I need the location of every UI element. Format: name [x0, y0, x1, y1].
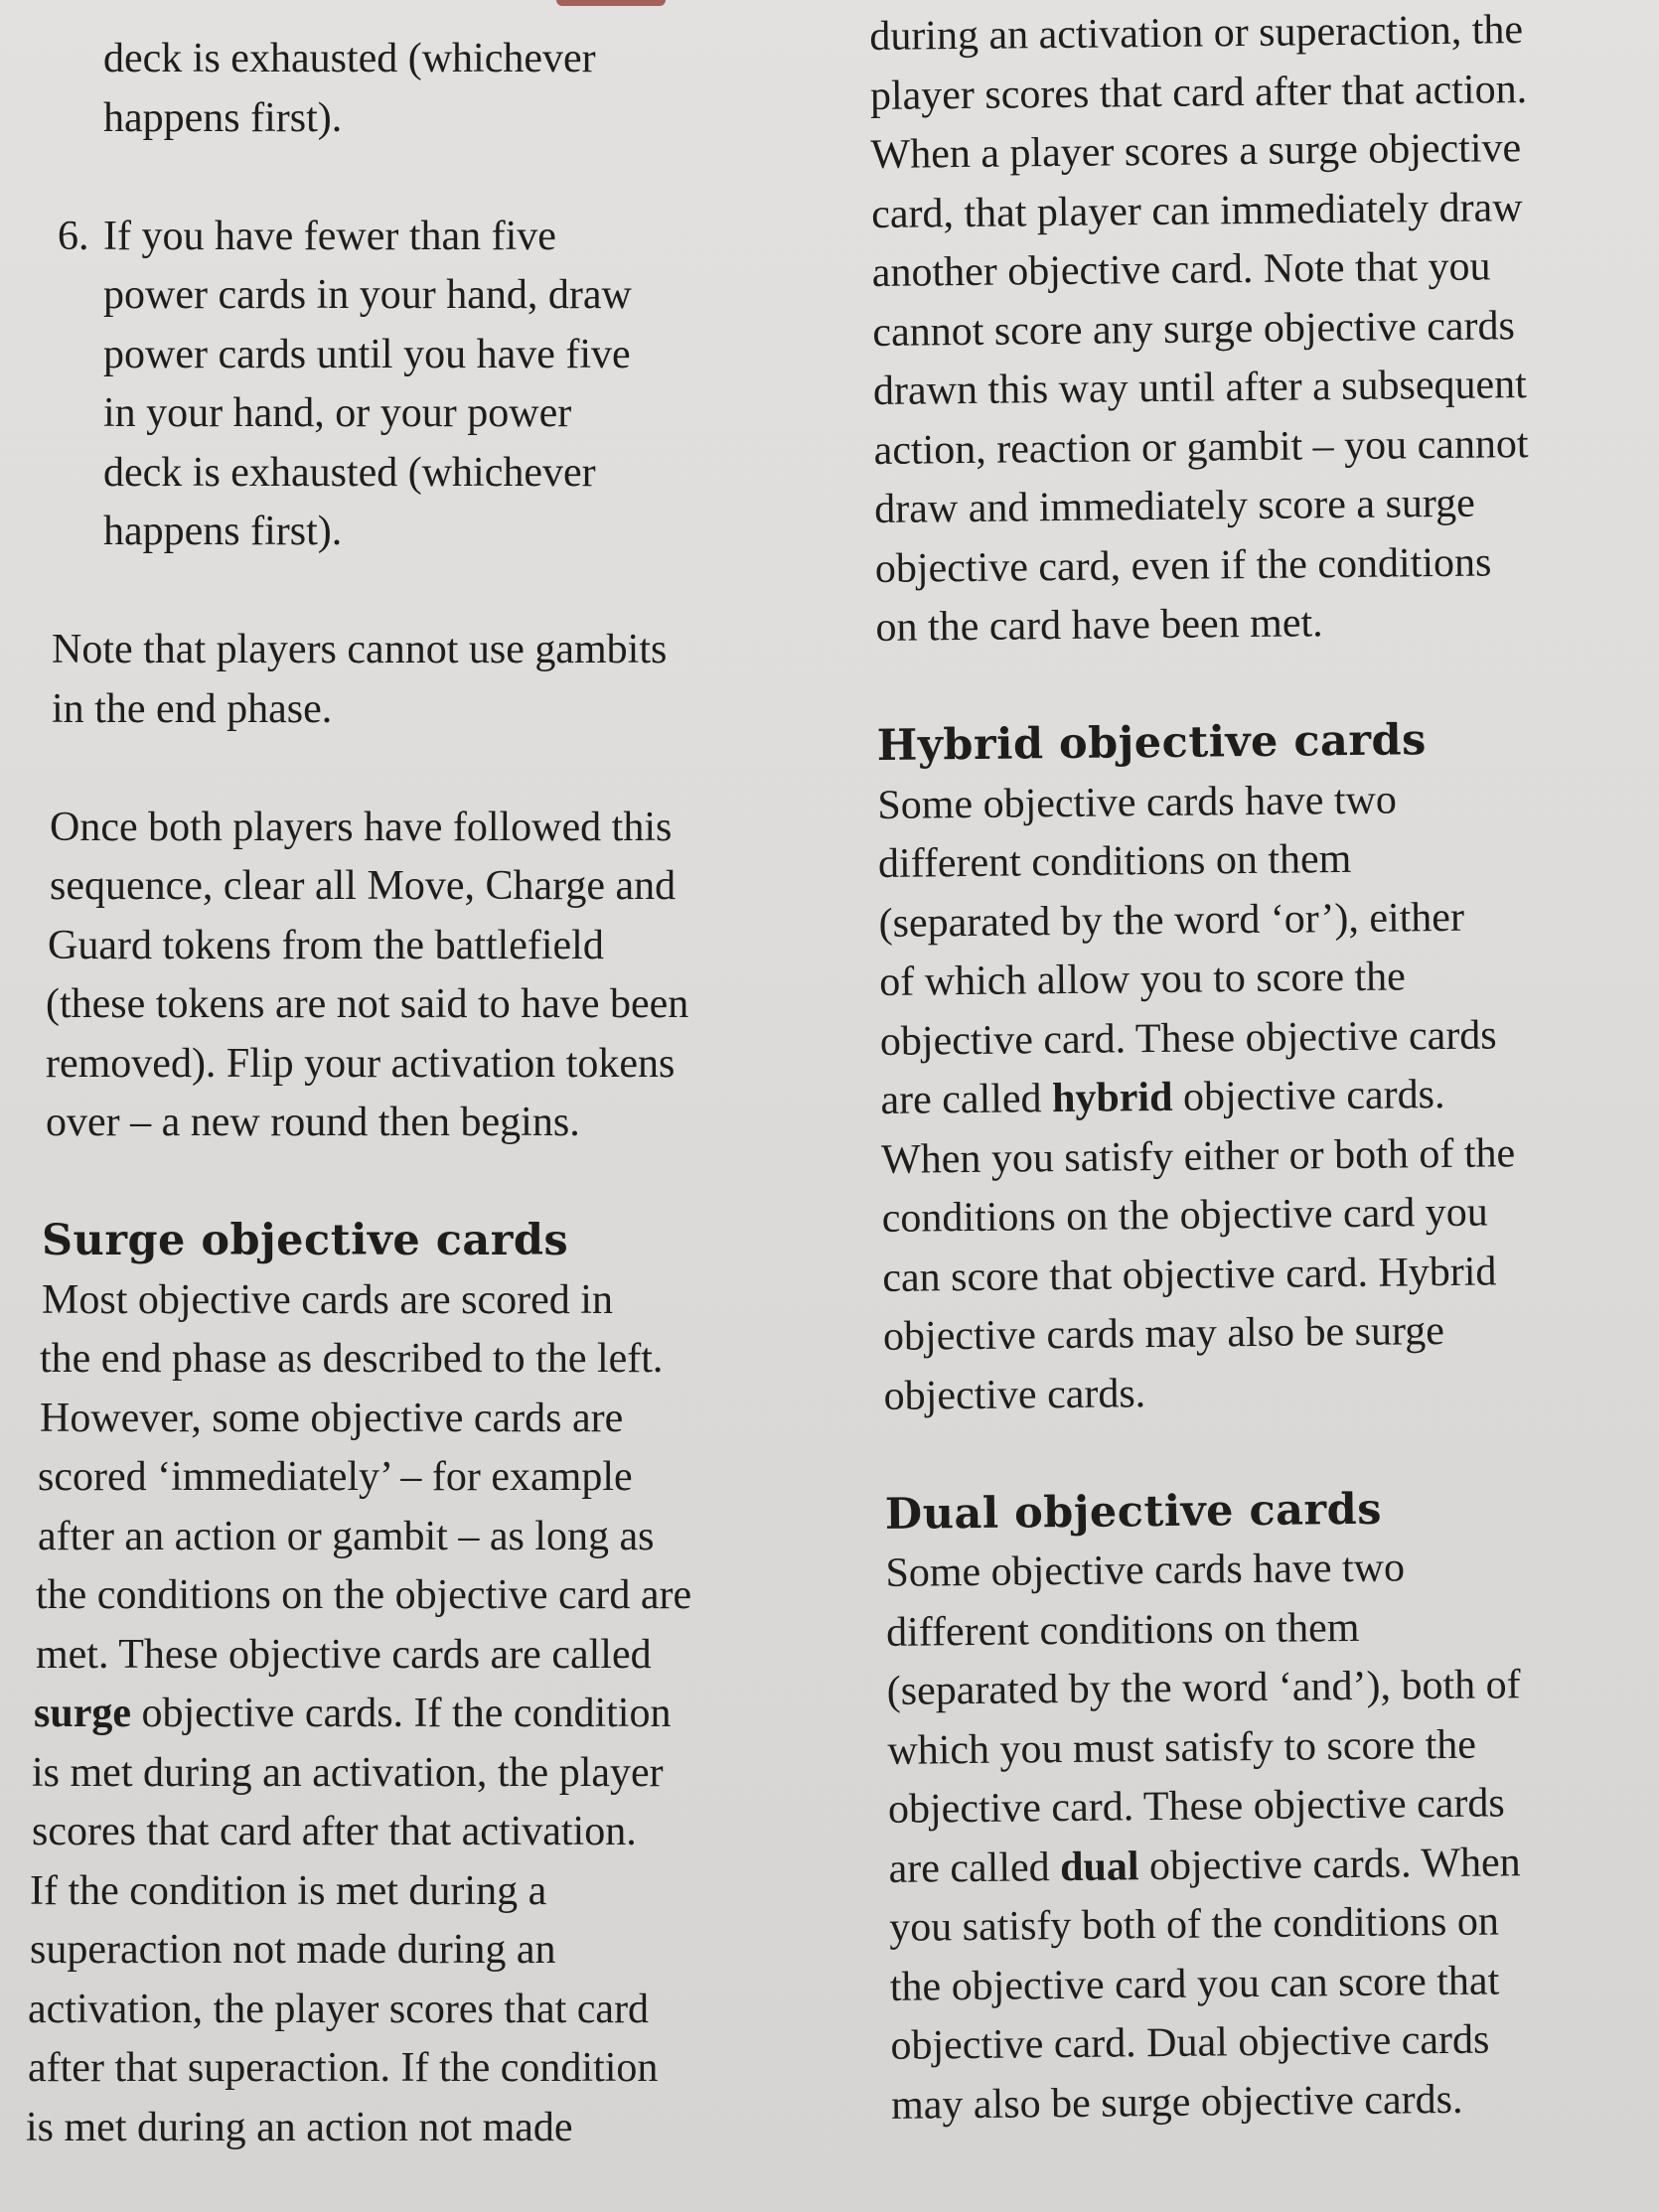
text-line: after an action or gambit – as long as — [38, 1513, 655, 1559]
text-line: drawn this way until after a subsequent — [872, 362, 1528, 414]
text-line: may also be surge objective cards. — [890, 2076, 1463, 2129]
text-line: objective card, even if the conditions — [874, 538, 1492, 592]
text-line: is met during an activation, the player — [32, 1749, 664, 1796]
text-line: card, that player can immediately draw — [870, 184, 1523, 237]
text-line: Once both players have followed this — [50, 804, 673, 850]
text-line: you satisfy both of the conditions on — [889, 1898, 1500, 1951]
text-fragment: are called — [888, 1843, 1061, 1892]
text-line: objective cards. — [883, 1370, 1146, 1419]
text-line: in the end phase. — [52, 685, 333, 732]
dual-heading: Dual objective cards — [884, 1484, 1383, 1540]
text-line: during an activation or superaction, the — [869, 7, 1524, 60]
paragraph-gap — [876, 650, 1652, 717]
text-line: player scores that card after that action. — [869, 66, 1528, 119]
text-line: draw and immediately score a surge — [874, 480, 1476, 532]
text-line: Most objective cards are scored in — [42, 1276, 613, 1323]
text-line: objective cards may also be surge — [882, 1308, 1445, 1360]
text-line: scores that card after that activation. — [32, 1809, 637, 1854]
text-line: action, reaction or gambit – you cannot — [873, 420, 1529, 474]
text-line: over – a new round then begins. — [46, 1100, 580, 1145]
text-line: sequence, clear all Move, Charge and — [50, 863, 677, 909]
text-line: the end phase as described to the left. — [40, 1336, 664, 1382]
paragraph-gap — [22, 739, 807, 799]
text-fragment: objective cards. When — [1138, 1839, 1521, 1889]
text-fragment: objective cards. — [1172, 1071, 1445, 1120]
text-fragment: are called — [880, 1076, 1053, 1123]
text-line: happens first). — [103, 94, 343, 141]
text-line: Note that players cannot use gambits — [52, 627, 668, 672]
text-line: the objective card you can score that — [889, 1957, 1500, 2010]
text-line: Some objective cards have two — [877, 776, 1398, 828]
dual-bold-line — [888, 1832, 1659, 1899]
step-number: 6. — [58, 213, 89, 259]
hybrid-bold-line — [880, 1064, 1656, 1131]
text-line: (separated by the word ‘and’), both of — [886, 1662, 1521, 1714]
text-fragment: objective cards. If the condition — [131, 1691, 672, 1736]
text-line: removed). Flip your activation tokens — [46, 1040, 676, 1087]
paragraph-gap — [22, 562, 807, 622]
text-line: power cards in your hand, draw — [103, 272, 632, 318]
text-line: activation, the player scores that card — [28, 1986, 650, 2032]
text-line: objective card. These objective cards — [887, 1780, 1505, 1833]
text-line: different conditions on them — [885, 1604, 1360, 1656]
text-line: happens first). — [103, 509, 343, 554]
text-line: another objective card. Note that you — [871, 243, 1491, 296]
text-line: is met during an action not made — [26, 2104, 573, 2150]
paragraph-gap — [22, 148, 807, 208]
right-column — [869, 0, 1659, 2136]
text-line: If you have fewer than five — [103, 213, 556, 259]
text-line: superaction not made during an — [30, 1927, 556, 1973]
bold-term-hybrid: hybrid — [1051, 1074, 1173, 1122]
text-line: can score that objective card. Hybrid — [882, 1248, 1497, 1301]
text-line: However, some objective cards are — [40, 1395, 624, 1441]
text-line: Guard tokens from the battlefield — [48, 922, 604, 968]
text-line: conditions on the objective card you — [881, 1189, 1488, 1242]
text-line: of which allow you to score the — [879, 954, 1407, 1005]
text-line: (these tokens are not said to have been — [46, 981, 689, 1027]
text-line: the conditions on the objective card are — [36, 1572, 692, 1618]
text-line: scored ‘immediately’ – for example — [38, 1454, 633, 1500]
text-line: When a player scores a surge objective — [870, 125, 1522, 178]
text-line: met. These objective cards are called — [36, 1631, 652, 1678]
text-line: after that superaction. If the condition — [28, 2045, 659, 2091]
text-line: objective card. Dual objective cards — [890, 2016, 1490, 2069]
step-6-line — [22, 208, 807, 267]
bold-term-dual: dual — [1059, 1843, 1139, 1890]
surge-bold-line — [22, 1685, 807, 1744]
text-line: (separated by the word ‘or’), either — [878, 894, 1465, 947]
text-line: objective card. These objective cards — [879, 1011, 1497, 1065]
surge-heading: Surge objective cards — [42, 1216, 569, 1265]
text-line: When you satisfy either or both of the — [880, 1129, 1516, 1183]
text-line: different conditions on them — [877, 835, 1352, 887]
text-line: in your hand, or your power — [103, 390, 572, 436]
text-line: on the card have been met. — [875, 600, 1323, 651]
text-line: power cards until you have five — [103, 331, 631, 377]
paragraph-gap — [22, 1153, 807, 1213]
bold-term-surge: surge — [34, 1691, 131, 1736]
text-line: deck is exhausted (whichever — [103, 449, 596, 496]
text-line: deck is exhausted (whichever — [103, 36, 596, 81]
hybrid-heading: Hybrid objective cards — [876, 715, 1428, 771]
text-line: Some objective cards have two — [885, 1545, 1406, 1596]
text-line: cannot score any surge objective cards — [872, 302, 1516, 356]
text-line: which you must satisfy to score the — [887, 1721, 1477, 1774]
paragraph-gap — [884, 1418, 1659, 1486]
text-line: If the condition is met during a — [30, 1867, 547, 1914]
left-column — [22, 0, 807, 2157]
